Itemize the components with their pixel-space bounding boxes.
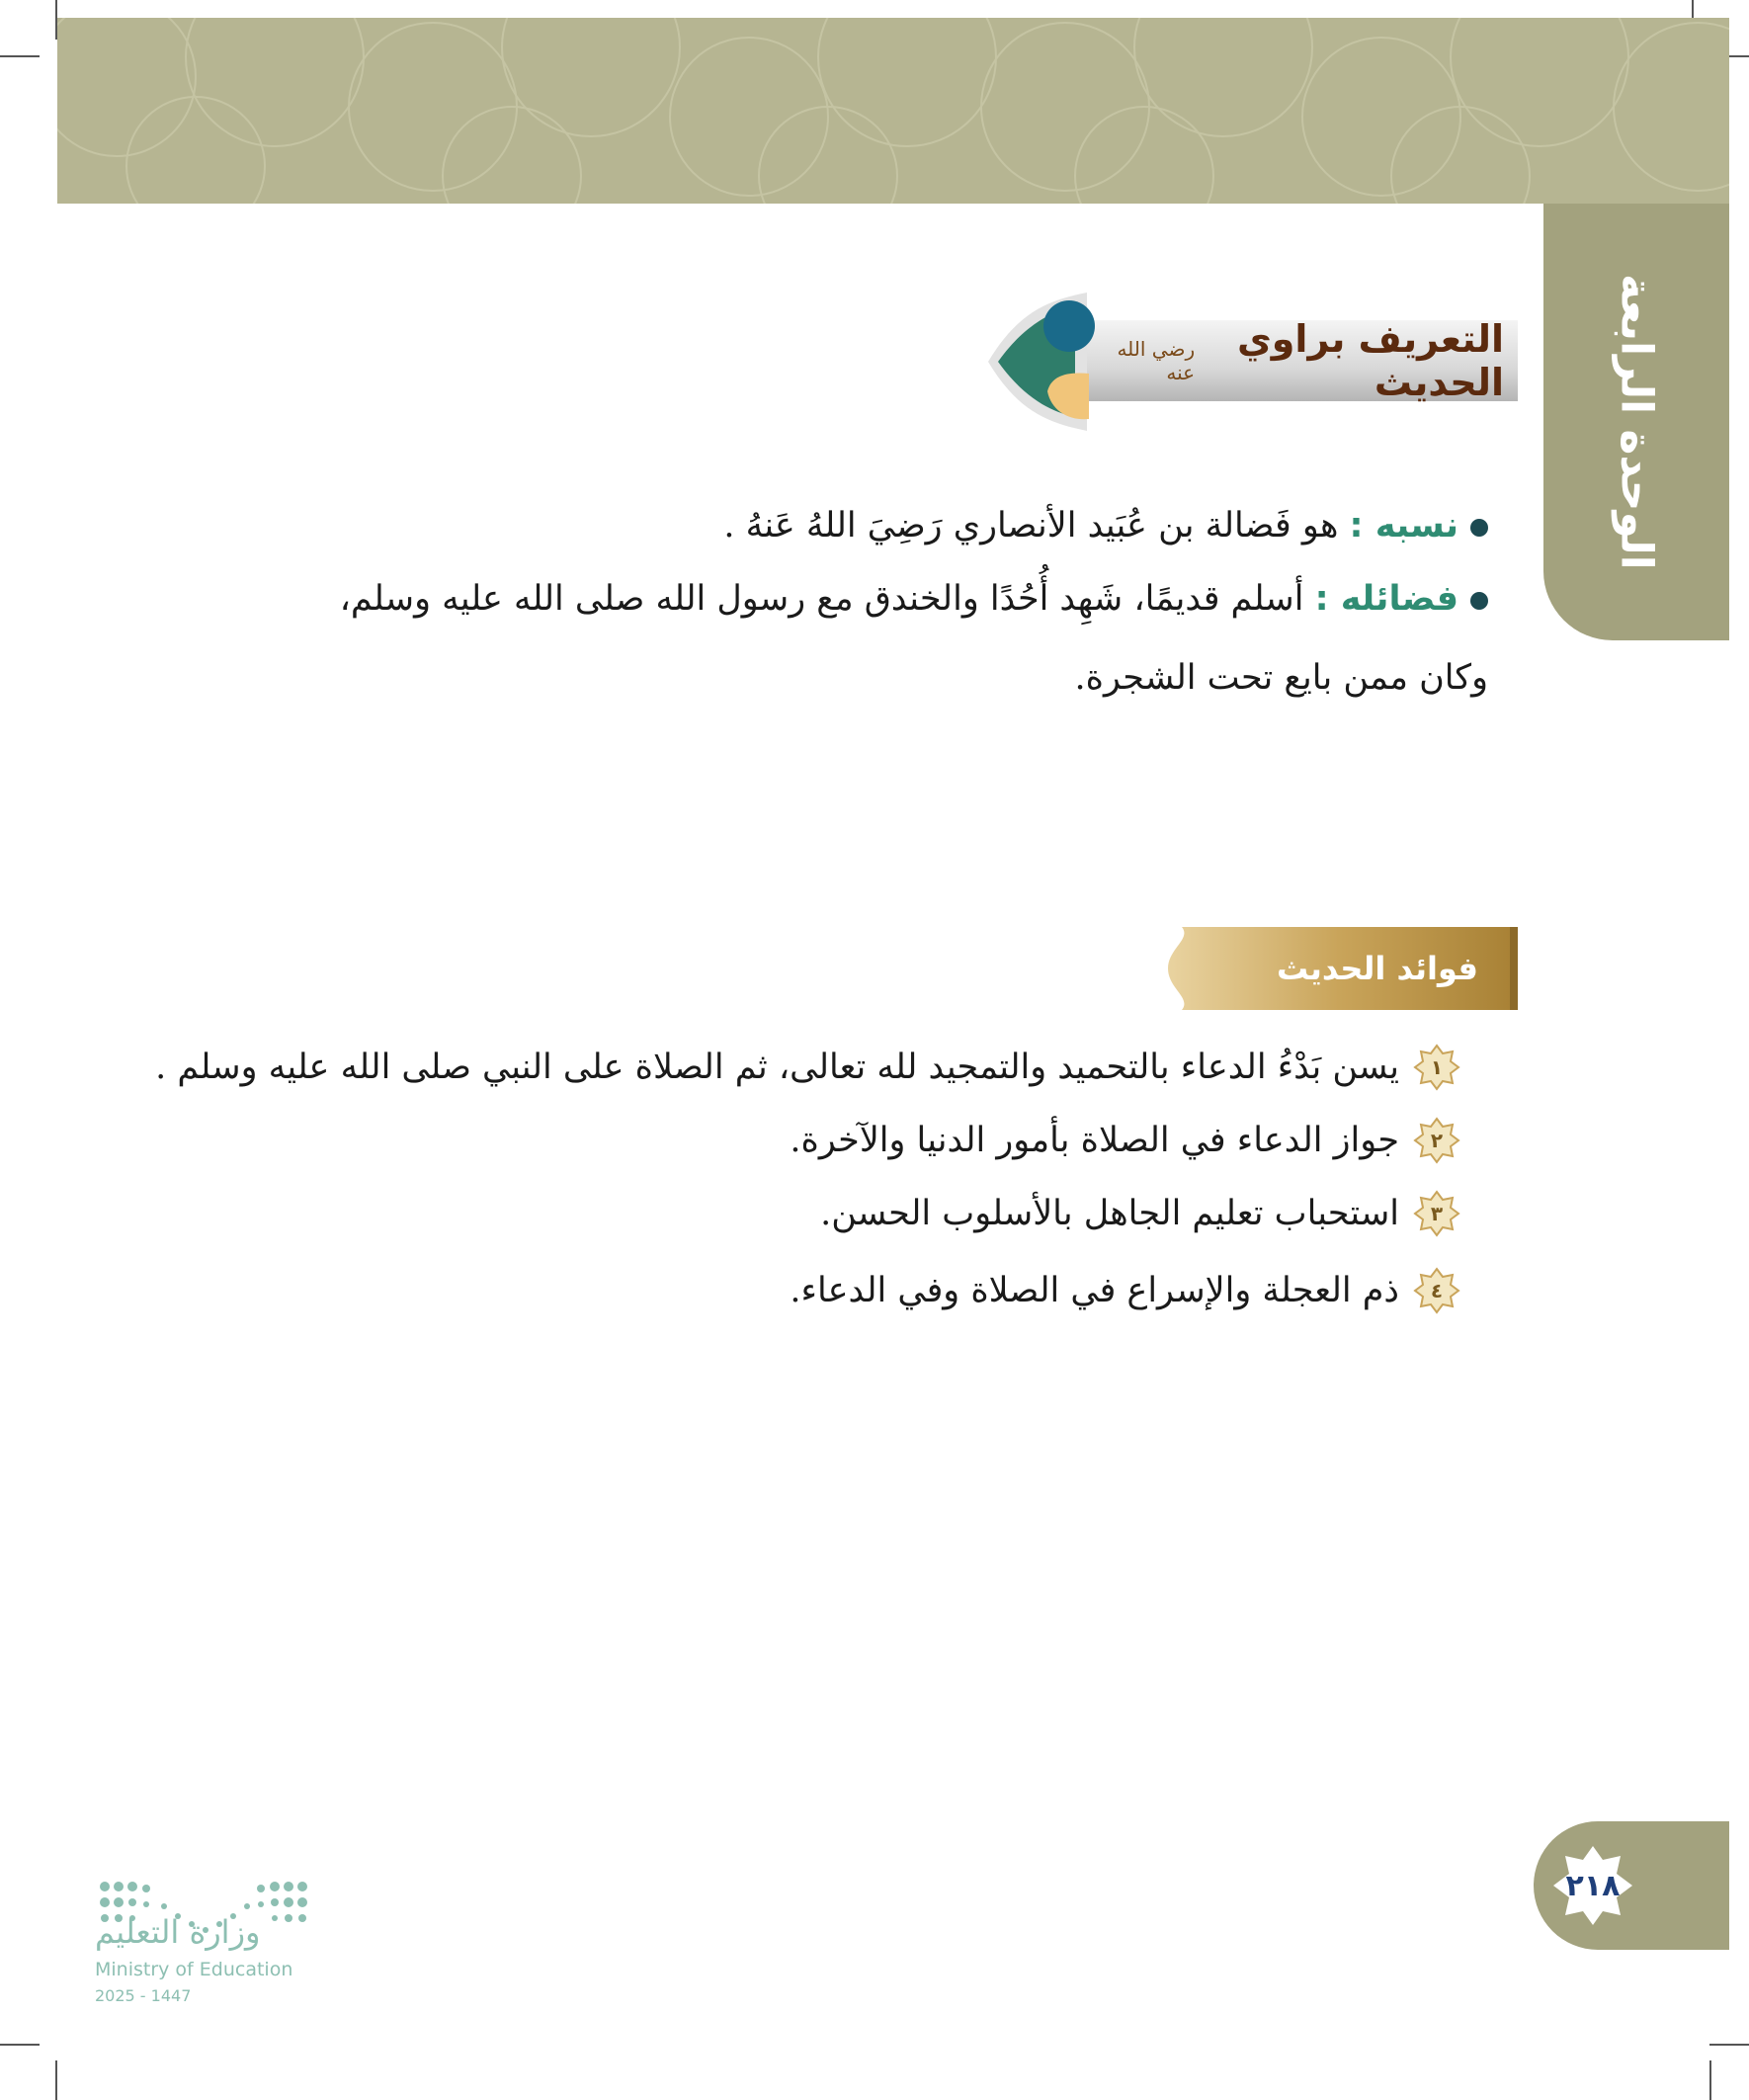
benefit-text: ذم العجلة والإسراع في الصلاة وفي الدعاء.	[790, 1271, 1399, 1310]
unit-tab	[1543, 204, 1729, 640]
ministry-name-arabic: وزارة التعليم	[95, 1913, 261, 1951]
section-header-benefits	[1162, 927, 1518, 1010]
bullet-label: نسبه :	[1349, 506, 1458, 546]
bullet-text: أسلم قديمًا، شَهِد أُحُدًا والخندق مع رسول الله صلى الله عليه وسلم، وكان ممن بايع تحت الشجرة.	[339, 579, 1488, 698]
number-badge: ٣	[1413, 1190, 1460, 1237]
crop-mark	[1709, 2060, 1711, 2100]
number-badge: ٢	[1413, 1117, 1460, 1164]
benefit-item	[155, 1044, 1460, 1091]
blue-petal	[1043, 300, 1095, 352]
honorific-symbol: رضي الله عنه	[1117, 337, 1196, 384]
section-title: فوائد الحديث	[1276, 950, 1478, 987]
crop-mark	[0, 55, 40, 57]
benefit-text: استحباب تعليم الجاهل بالأسلوب الحسن.	[820, 1194, 1399, 1233]
bullet-text: هو فَضالة بن عُبَيد الأنصاري رَضِيَ اللهُ عَنهُ .	[723, 506, 1350, 546]
banner-pattern	[57, 18, 1729, 204]
bullet-lineage	[283, 486, 1488, 565]
crop-mark	[55, 2060, 57, 2100]
benefit-item	[790, 1267, 1460, 1314]
crop-mark	[1709, 2044, 1749, 2046]
bullet-dot	[1470, 519, 1488, 537]
benefit-item	[790, 1117, 1460, 1164]
benefit-item	[820, 1190, 1460, 1237]
section-title: التعريف براوي الحديث	[1236, 317, 1504, 404]
bullet-dot	[1470, 592, 1488, 610]
number-badge: ١	[1413, 1044, 1460, 1091]
page-number: ٢١٨	[1565, 1868, 1621, 1903]
benefit-text: يسن بَدْءُ الدعاء بالتحميد والتمجيد لله تعالى، ثم الصلاة على النبي صلى الله عليه وسلم .	[155, 1048, 1399, 1087]
top-banner	[57, 18, 1729, 204]
bullet-label: فضائله :	[1314, 579, 1458, 619]
ministry-name-english: Ministry of Education	[95, 1959, 293, 1980]
bullet-virtues	[283, 559, 1488, 717]
number-badge: ٤	[1413, 1267, 1460, 1314]
crop-mark	[0, 2044, 40, 2046]
ministry-year: 2025 - 1447	[95, 1986, 192, 2005]
section-header-narrator	[978, 293, 1518, 431]
unit-title: الوحدة الرابعة	[1611, 274, 1662, 570]
benefit-text: جواز الدعاء في الصلاة بأمور الدنيا والآخرة.	[790, 1121, 1399, 1160]
